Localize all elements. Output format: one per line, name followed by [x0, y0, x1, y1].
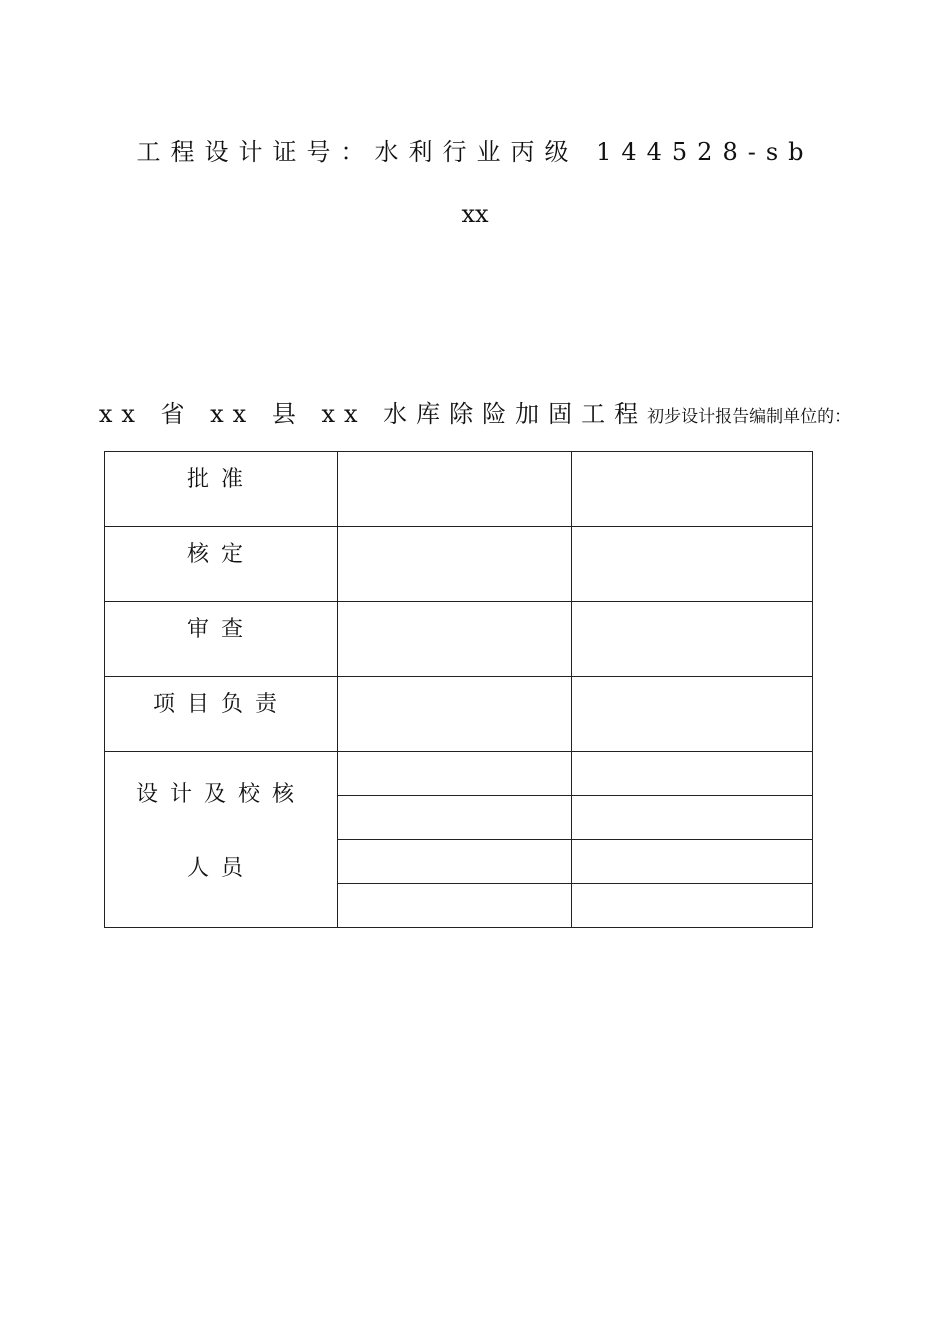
- table-row: [105, 527, 813, 602]
- certificate-number: 工程设计证号：水利行业丙级 144528-sb: [136, 138, 814, 166]
- role-design-check-line1: 设计及校核: [135, 782, 306, 807]
- role-verify: 核定: [105, 527, 338, 602]
- role-design-check-line2: 人员: [186, 856, 255, 881]
- signature-cell: [338, 752, 572, 796]
- company-name: xx: [461, 200, 489, 228]
- date-cell: [572, 527, 813, 602]
- role-project-lead: 项目负责: [105, 677, 338, 752]
- role-review: 审查: [105, 602, 338, 677]
- signature-cell: [338, 796, 572, 840]
- signature-cell: [338, 527, 572, 602]
- date-cell: [572, 677, 813, 752]
- date-cell: [572, 452, 813, 527]
- table-row: [105, 752, 813, 796]
- project-name: xx 省 xx 县 xx 水库除险加固工程: [98, 400, 648, 428]
- signature-cell: [338, 884, 572, 928]
- date-cell: [572, 796, 813, 840]
- table-row: [105, 602, 813, 677]
- date-cell: [572, 840, 813, 884]
- signature-cell: [338, 677, 572, 752]
- date-cell: [572, 752, 813, 796]
- table-row: [105, 677, 813, 752]
- role-design-check: [105, 752, 338, 928]
- project-suffix: 初步设计报告编制单位的：: [647, 407, 852, 427]
- date-cell: [572, 602, 813, 677]
- project-title-line: [0, 394, 950, 429]
- table-row: [105, 452, 813, 527]
- signature-cell: [338, 602, 572, 677]
- date-cell: [572, 884, 813, 928]
- signature-cell: [338, 840, 572, 884]
- signature-cell: [338, 452, 572, 527]
- role-approve: 批准: [105, 452, 338, 527]
- signature-table: [104, 451, 813, 928]
